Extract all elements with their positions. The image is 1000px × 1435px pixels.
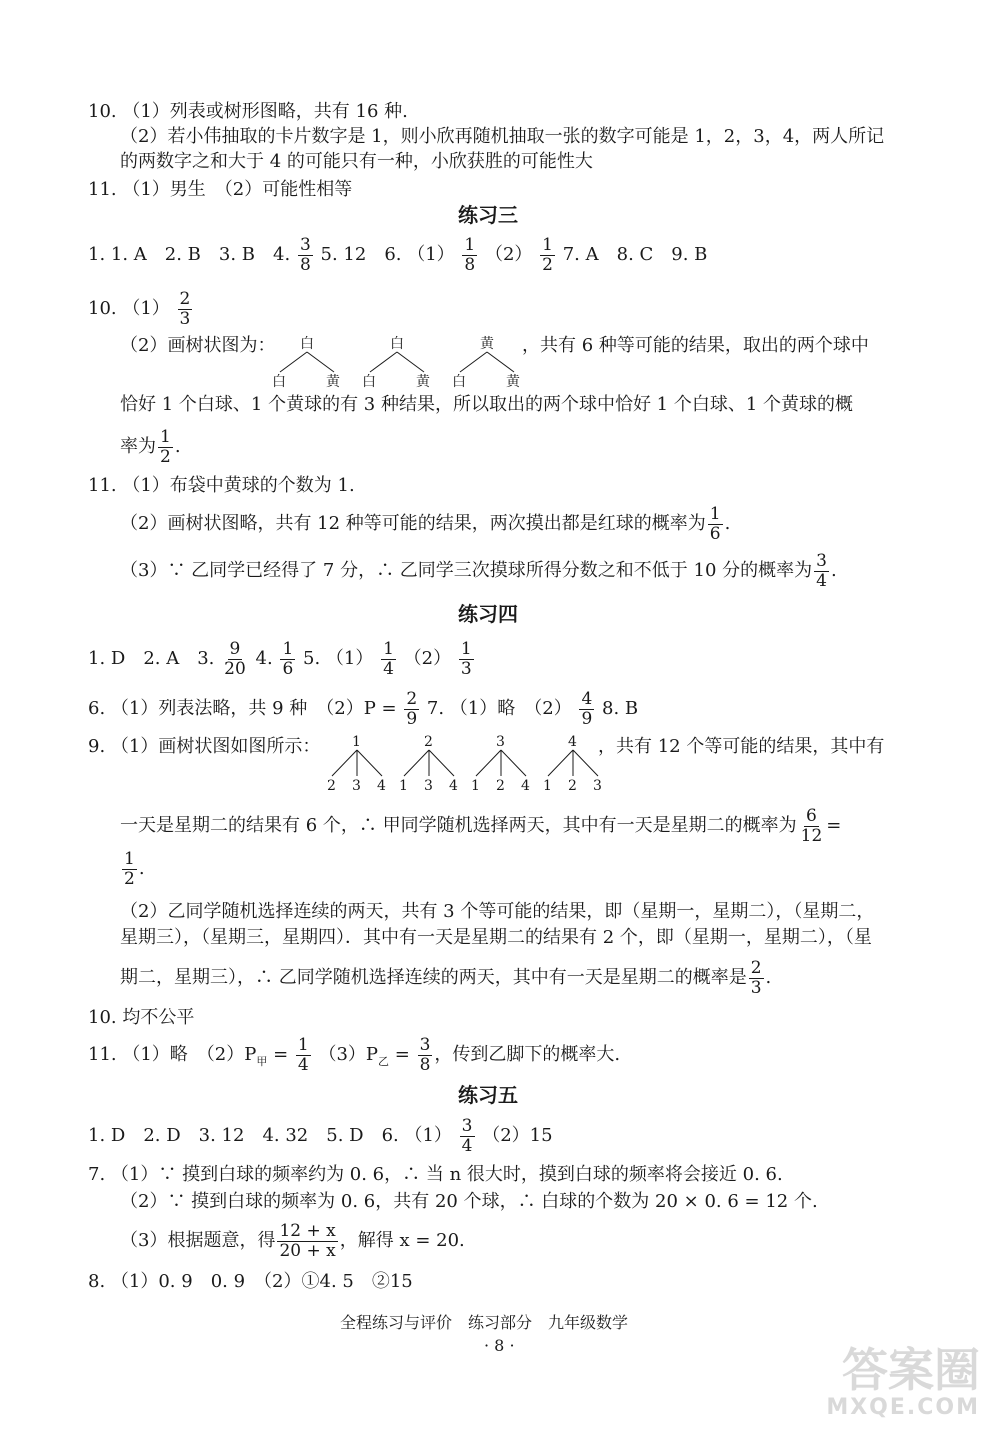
ex3-q10-2b: ，共有 6 种等可能的结果，取出的两个球中 (522, 335, 869, 356)
ex4-q9-2c: 期二，星期三），∴ 乙同学随机选择连续的两天，其中有一天是星期二的概率是 $\frac{2}{3}$ . (120, 958, 772, 998)
tree-node: 黄 (480, 336, 494, 352)
tree-leaf: 白 (272, 374, 286, 390)
watermark-logo: 答案圈 MXQE.COM (826, 1343, 980, 1420)
tree-node: 3 (496, 734, 505, 750)
ex4-q9-2b: 星期三），（星期三，星期四）．其中有一天是星期二的结果有 2 个，即（星期一，星期二），（星 (120, 927, 872, 948)
fraction: $\frac{1}{2}$ (160, 427, 171, 467)
fraction: $\frac{1}{8}$ (464, 235, 476, 275)
fraction: $\frac{1}{4}$ (297, 1035, 309, 1075)
section-title-ex4: 练习四 (458, 602, 518, 626)
tree-node: 2 (424, 734, 433, 750)
fraction: $\frac{1}{2}$ (124, 849, 135, 889)
tree-leaf: 黄 (506, 374, 520, 390)
ex5-q7-2: （2）∵ 摸到白球的频率为 0. 6，共有 20 个球，∴ 白球的个数为 20 × 0. 6 = 12 个. (120, 1191, 818, 1212)
tree-leaf: 4 (377, 778, 386, 792)
tree-leaf: 1 (543, 778, 552, 792)
fraction: $\frac{1}{6}$ (709, 504, 721, 544)
ex5-q8: 8. （1）0. 9 0. 9 （2）①4. 5 ②15 (88, 1271, 413, 1292)
fraction: $\frac{2}{3}$ (750, 958, 762, 998)
q11-line: 11. （1）男生 （2）可能性相等 (88, 179, 353, 200)
q10-line2: （2）若小伟抽取的卡片数字是 1，则小欣再随机抽取一张的数字可能是 1，2，3，4，两人所记 (120, 126, 885, 147)
fraction: $\frac{9}{20}$ (224, 639, 246, 679)
ex3-q11-3: （3）∵ 乙同学已经得了 7 分，∴ 乙同学三次摸球所得分数之和不低于 10 分的概率为 $\frac{3}{4}$ . (120, 551, 837, 591)
tree-leaf: 4 (521, 778, 530, 792)
footer-title: 全程练习与评价 练习部分 九年级数学 (340, 1313, 629, 1332)
ex4-q1: 1. D 2. A 3. $\frac{9}{20}$ 4. $\frac{1}{6}$ 5. （1） $\frac{1}{4}$ （2） $\frac{1}{3}$ (88, 639, 472, 679)
tree-leaf: 3 (352, 778, 361, 792)
fraction: $\frac{1}{3}$ (460, 639, 472, 679)
ex4-q9-1b: ，共有 12 个等可能的结果，其中有 (598, 736, 885, 757)
ex5-q7-1: 7. （1）∵ 摸到白球的频率约为 0. 6，∴ 当 n 很大时，摸到白球的频率将会接近 0. 6. (88, 1164, 783, 1185)
ex4-q9-1d: $\frac{1}{2}$ . (124, 849, 145, 889)
tree-leaf: 2 (496, 778, 505, 792)
ex3-q10-2a: （2）画树状图为： (120, 335, 276, 356)
tree-leaf: 1 (399, 778, 408, 792)
tree-leaf: 4 (449, 778, 458, 792)
ex4-q9-2a: （2）乙同学随机选择连续的两天，共有 3 个等可能的结果，即（星期一，星期二），（星期二， (120, 901, 875, 922)
section-title-ex3: 练习三 (458, 203, 518, 227)
fraction: $\frac{12 + x}{20 + x}$ (279, 1221, 336, 1261)
tree-leaf: 黄 (416, 374, 430, 390)
fraction: $\frac{6}{12}$ (800, 806, 823, 846)
fraction: $\frac{1}{2}$ (542, 235, 553, 275)
tree-leaf: 2 (568, 778, 577, 792)
fraction: $\frac{1}{6}$ (282, 639, 294, 679)
ex3-q11-1: 11. （1）布袋中黄球的个数为 1. (88, 475, 355, 496)
tree-leaf: 2 (327, 778, 336, 792)
ex4-q9-1c: 一天是星期二的结果有 6 个，∴ 甲同学随机选择两天，其中有一天是星期二的概率为 $\frac{6}{12}$ = (120, 806, 842, 846)
ex4-q11: 11. （1）略 $(2)P_甲$ = $\frac{1}{4}$ $(3)P_乙$ = $\frac{3}{8}$ ，传到乙脚下的概率大. (88, 1035, 621, 1075)
page-number: · 8 · (484, 1336, 515, 1355)
fraction: $\frac{2}{9}$ (406, 689, 418, 729)
tree-leaf: 黄 (326, 374, 340, 390)
tree-leaf: 白 (362, 374, 376, 390)
ex5-q1: 1. D 2. D 3. 12 4. 32 5. D 6. （1） $\frac{3}{4}$ （2）15 (88, 1116, 553, 1156)
fraction: $\frac{3}{4}$ (461, 1116, 473, 1156)
section-title-ex5: 练习五 (458, 1083, 518, 1107)
fraction: $\frac{2}{3}$ (179, 289, 191, 329)
tree-node: 白 (300, 336, 314, 352)
fraction: $\frac{3}{8}$ (299, 235, 311, 275)
fraction: $\frac{4}{9}$ (581, 689, 593, 729)
tree-leaf: 1 (471, 778, 480, 792)
tree-node: 1 (352, 734, 361, 750)
ex3-q10-1: 10. （1） $\frac{2}{3}$ (88, 289, 191, 329)
fraction: $\frac{3}{4}$ (816, 551, 827, 591)
q10-line3: 的两数字之和大于 4 的可能只有一种，小欣获胜的可能性大 (120, 151, 593, 172)
ex4-q10: 10. 均不公平 (88, 1007, 195, 1028)
tree-diagram-ex3 (262, 330, 532, 390)
tree-diagram-ex4 (322, 732, 612, 792)
fraction: $\frac{1}{4}$ (383, 639, 394, 679)
tree-node: 4 (568, 734, 577, 750)
ex3-q11-2: （2）画树状图略，共有 12 种等可能的结果，两次摸出都是红球的概率为 $\frac{1}{6}$ . (120, 504, 731, 544)
tree-leaf: 白 (452, 374, 466, 390)
ex4-q6: 6. （1）列表法略，共 9 种 （2）P = $\frac{2}{9}$ 7. （1）略 （2） $\frac{4}{9}$ 8. B (88, 689, 639, 729)
q10-line1: 10. （1）列表或树形图略，共有 16 种. (88, 101, 408, 122)
ex3-q10-2c: 恰好 1 个白球、1 个黄球的有 3 种结果，所以取出的两个球中恰好 1 个白球、1 个黄球的概 (120, 394, 854, 415)
ex3-q1: 1. 1. A 2. B 3. B 4. $\frac{3}{8}$ 5. 12 6. （1） $\frac{1}{8}$ （2） $\frac{1}{2}$ 7. A 8. C 9. B (88, 235, 708, 275)
fraction: $\frac{3}{8}$ (419, 1035, 431, 1075)
ex5-q7-3: （3）根据题意，得 $\frac{12 + x}{20 + x}$ ，解得 x = 20. (120, 1221, 465, 1261)
ex4-q9-1a: 9. （1）画树状图如图所示： (88, 736, 321, 757)
tree-leaf: 3 (593, 778, 602, 792)
ex3-q10-2d: 率为 $\frac{1}{2}$ . (120, 427, 181, 467)
tree-leaf: 3 (424, 778, 433, 792)
tree-node: 白 (390, 336, 404, 352)
